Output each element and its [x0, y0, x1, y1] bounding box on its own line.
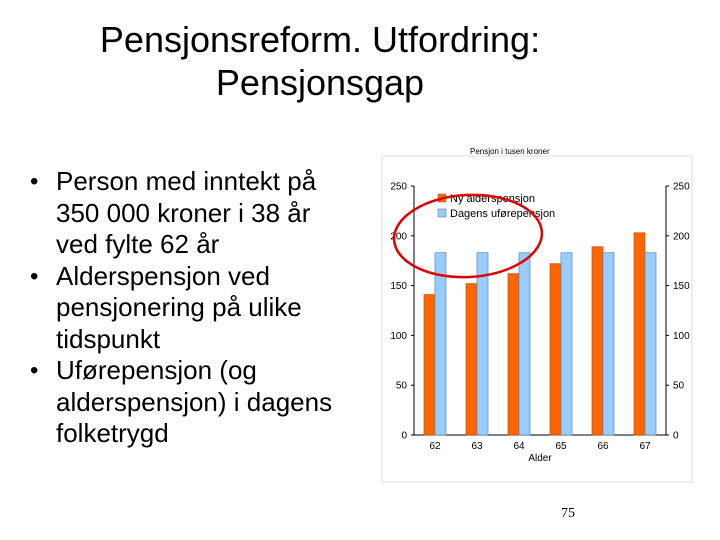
chart-title: Pensjon i tusen kroner	[470, 147, 550, 156]
x-tick-label: 62	[429, 441, 441, 452]
bar-dagens-uforepensjon-66	[603, 253, 614, 435]
bar-ny-alderspensjon-65	[550, 264, 561, 435]
y-tick-label-right: 100	[673, 330, 690, 342]
x-axis-label: Alder	[528, 453, 552, 464]
y-tick-label-right: 150	[673, 281, 690, 293]
y-tick-label-right: 0	[673, 430, 679, 442]
bar-dagens-uforepensjon-64	[519, 253, 530, 435]
legend-swatch	[438, 209, 446, 217]
y-tick-label-left: 0	[401, 430, 407, 442]
slide-title	[40, 18, 600, 104]
slide-title-line-2: Pensjonsgap	[215, 62, 425, 103]
bar-ny-alderspensjon-63	[466, 284, 477, 435]
pension-bar-chart	[380, 144, 700, 494]
y-tick-label-left: 200	[390, 231, 407, 243]
bar-ny-alderspensjon-64	[508, 274, 519, 435]
y-tick-label-left: 50	[395, 380, 407, 392]
bar-dagens-uforepensjon-65	[561, 253, 572, 435]
y-tick-label-left: 250	[390, 181, 407, 193]
y-tick-label-right: 50	[673, 380, 685, 392]
x-tick-label: 65	[555, 441, 567, 452]
y-tick-label-right: 250	[673, 181, 690, 193]
y-tick-label-right: 200	[673, 231, 690, 243]
x-tick-label: 63	[471, 441, 483, 452]
y-tick-label-left: 100	[390, 330, 407, 342]
x-tick-label: 67	[639, 441, 651, 452]
bar-dagens-uforepensjon-62	[435, 253, 446, 435]
legend-label: Dagens uførepensjon	[450, 208, 556, 220]
bar-ny-alderspensjon-62	[424, 295, 435, 435]
bar-ny-alderspensjon-67	[634, 233, 645, 435]
legend-label: Ny alderspensjon	[450, 193, 535, 205]
bullet-item: • Alderspensjon ved pensjonering på ulike tidspunkt	[28, 261, 358, 356]
bar-ny-alderspensjon-66	[592, 247, 603, 435]
x-tick-label: 64	[513, 441, 525, 452]
bullet-item: • Uførepensjon (og alderspensjon) i dagens folketrygd	[28, 355, 358, 450]
slide-title-line-1: Pensjonsreform. Utfordring:	[99, 19, 541, 60]
x-tick-label: 66	[597, 441, 609, 452]
bar-dagens-uforepensjon-63	[477, 253, 488, 435]
bar-dagens-uforepensjon-67	[645, 253, 656, 435]
bullet-item: • Person med inntekt på 350 000 kroner i 38 år ved fylte 62 år	[28, 166, 358, 261]
y-tick-label-left: 150	[390, 281, 407, 293]
bullet-list	[28, 166, 358, 450]
page-number: 75	[561, 506, 575, 521]
